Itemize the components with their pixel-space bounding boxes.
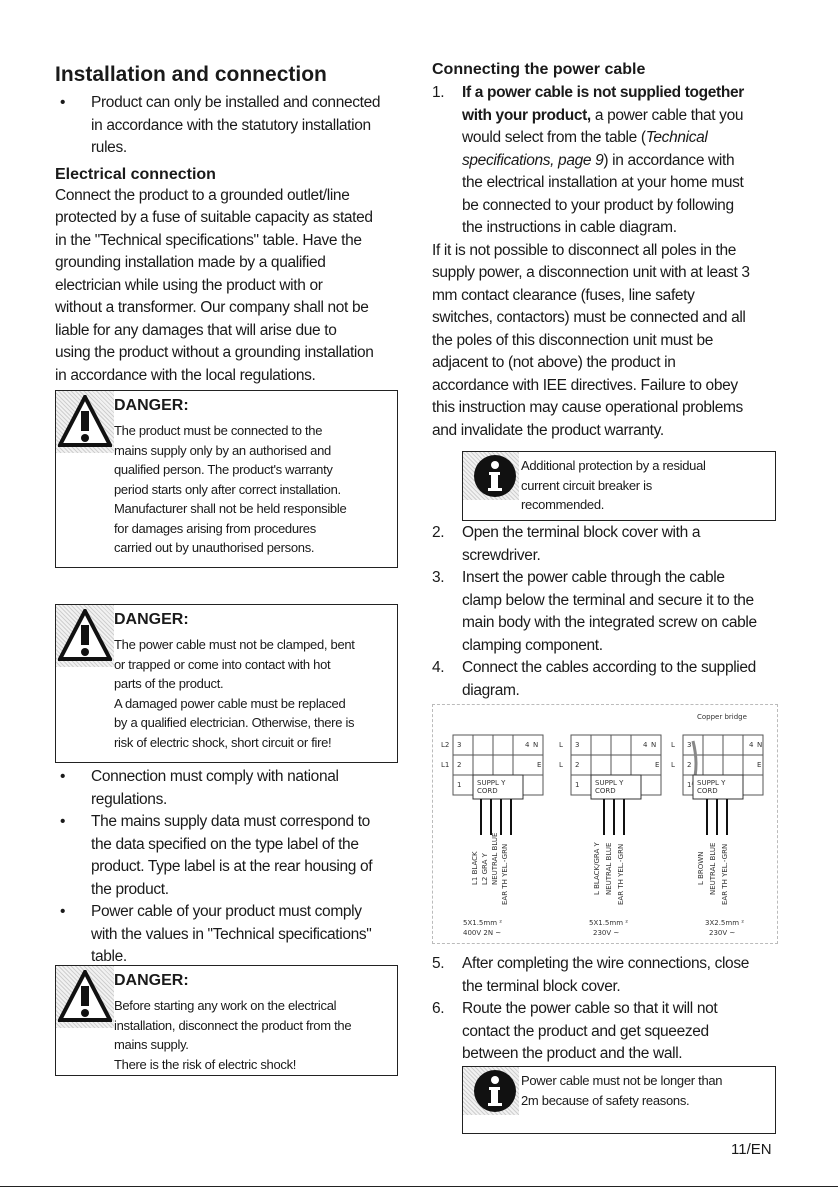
svg-text:L BROWN: L BROWN <box>697 851 705 885</box>
svg-text:EAR TH YEL.-GRN: EAR TH YEL.-GRN <box>721 843 729 905</box>
svg-text:1: 1 <box>687 781 692 789</box>
warning-icon <box>56 966 114 1028</box>
warning-icon <box>56 605 114 667</box>
danger-text: The product must be connected to the mains supply only by an authorised and qualified person. The product's warranty period starts only after correct installation. Manufacturer shall not be held responsible for damages arising from procedures carried out by unauthorised persons. <box>114 423 347 555</box>
svg-text:230V ~: 230V ~ <box>593 929 620 937</box>
electrical-paragraph: Connect the product to a grounded outlet/line protected by a fuse of suitable capacity as stated in the "Technical specifications" table. Have the grounding installation made by a qualified electrician while using the product with or without a transformer. Our company shall not be liable for any damages that will arise due to using the product without a grounding installation in accordance with the local regulations. <box>55 186 374 384</box>
section-title: Installation and connection <box>55 63 327 86</box>
svg-text:5X1.5mm ²: 5X1.5mm ² <box>463 919 503 927</box>
left-column <box>55 62 400 387</box>
svg-text:EAR TH YEL.-GRN: EAR TH YEL.-GRN <box>617 843 625 905</box>
step-2: 2. Open the terminal block cover with a screwdriver. <box>432 524 701 564</box>
svg-text:5X1.5mm ²: 5X1.5mm ² <box>589 919 629 927</box>
svg-text:CORD: CORD <box>595 787 616 795</box>
svg-text:L1 BLACK: L1 BLACK <box>471 851 479 885</box>
svg-text:L1: L1 <box>441 761 450 769</box>
svg-text:1: 1 <box>575 781 580 789</box>
svg-text:CORD: CORD <box>697 787 718 795</box>
danger-text: The power cable must not be clamped, bent or trapped or come into contact with hot parts of the product. A damaged power cable must be replaced by a qualified electrician. Otherwise, there is risk of electric shock, short circuit or fire! <box>114 637 355 750</box>
svg-text:NEUTRAL BLUE: NEUTRAL BLUE <box>709 842 717 895</box>
svg-text:SUPPL Y: SUPPL Y <box>697 779 726 787</box>
bullet-national: • Connection must comply with national regulations. <box>60 768 339 808</box>
svg-text:E: E <box>655 761 660 769</box>
svg-text:2: 2 <box>457 761 462 769</box>
svg-text:4: 4 <box>749 741 754 749</box>
svg-text:4: 4 <box>525 741 530 749</box>
danger-text: Before starting any work on the electrical installation, disconnect the product from the mains supply. There is the risk of electric shock! <box>114 998 352 1072</box>
info-box-rcd <box>462 451 776 521</box>
info-icon <box>463 452 519 500</box>
svg-text:1: 1 <box>457 781 462 789</box>
svg-text:E: E <box>757 761 762 769</box>
svg-text:NEUTRAL BLUE: NEUTRAL BLUE <box>491 832 499 885</box>
terminal-block-230v-5x <box>559 735 661 937</box>
danger-title: DANGER: <box>114 611 189 628</box>
svg-text:L: L <box>671 761 675 769</box>
info-text: Additional protection by a residual current circuit breaker is recommended. <box>521 458 706 512</box>
terminal-block-230v-3x <box>671 713 763 937</box>
terminal-block-400v <box>441 735 543 937</box>
svg-text:2: 2 <box>575 761 580 769</box>
danger-title: DANGER: <box>114 972 189 989</box>
copper-bridge-label: Copper bridge <box>697 713 747 721</box>
svg-text:N: N <box>533 741 539 749</box>
svg-text:L BLACK/GRA Y: L BLACK/GRA Y <box>593 842 601 895</box>
info-box-cable-length <box>462 1066 776 1134</box>
danger-box-cable <box>55 604 398 763</box>
svg-text:L: L <box>559 741 563 749</box>
disconnection-paragraph: If it is not possible to disconnect all poles in the supply power, a disconnection unit with at least 3 mm contact clearance (fuses, line safety switches, contactors) must be connected and all the poles of this disconnection unit must be adjacent to (not above) the product in accordance with IEE directives. Failure to obey this instruction may cause operational problems and invalidate the product warranty. <box>432 241 750 439</box>
svg-text:3: 3 <box>687 741 692 749</box>
step-1: 1. If a power cable is not supplied together with your product, a power cable that you would select from the table (Technical specifications, page 9) in accordance with the electrical installation at your home must be connected to your product by following the instructions in cable diagram. <box>432 84 744 236</box>
info-text: Power cable must not be longer than 2m because of safety reasons. <box>521 1073 723 1108</box>
svg-text:SUPPL Y: SUPPL Y <box>595 779 624 787</box>
svg-text:2: 2 <box>687 761 692 769</box>
supply-cord-label: CORD <box>477 787 498 795</box>
svg-text:EAR TH YEL.-GRN: EAR TH YEL.-GRN <box>501 843 509 905</box>
svg-text:3X2.5mm ²: 3X2.5mm ² <box>705 919 745 927</box>
svg-text:230V ~: 230V ~ <box>709 929 736 937</box>
svg-text:NEUTRAL BLUE: NEUTRAL BLUE <box>605 842 613 895</box>
electrical-heading: Electrical connection <box>55 165 216 183</box>
step-4: 4. Connect the cables according to the supplied diagram. <box>432 659 756 699</box>
info-icon <box>463 1067 519 1115</box>
wiring-diagram <box>432 704 778 944</box>
svg-text:400V 2N ~: 400V 2N ~ <box>463 929 502 937</box>
svg-text:L: L <box>671 741 675 749</box>
svg-text:3: 3 <box>575 741 580 749</box>
warning-icon <box>56 391 114 453</box>
step-6: 6. Route the power cable so that it will not contact the product and get squeezed between the product and the wall. <box>432 1000 718 1062</box>
right-column <box>432 60 782 442</box>
step-5: 5. After completing the wire connections, close the terminal block cover. <box>432 955 750 995</box>
bullet-power-cable: • Power cable of your product must comply with the values in "Technical specifications" table. <box>60 903 372 965</box>
svg-text:L: L <box>559 761 563 769</box>
svg-text:4: 4 <box>643 741 648 749</box>
svg-text:L2 GRA Y: L2 GRA Y <box>481 853 489 885</box>
cable-heading: Connecting the power cable <box>432 61 646 78</box>
svg-text:N: N <box>757 741 763 749</box>
step-3: 3. Insert the power cable through the cable clamp below the terminal and secure it to the main body with the integrated screw on cable clamping component. <box>432 569 757 654</box>
steps-5-6 <box>432 953 784 1066</box>
footer-rule <box>0 1186 838 1187</box>
svg-text:E: E <box>537 761 542 769</box>
wiring-diagram-svg <box>433 705 777 943</box>
danger-box-connection <box>55 390 398 568</box>
supply-cord-label: SUPPL Y <box>477 779 506 787</box>
svg-text:N: N <box>651 741 657 749</box>
svg-text:3: 3 <box>457 741 462 749</box>
steps-2-4 <box>432 522 784 702</box>
bullet-statutory: • Product can only be installed and connected in accordance with the statutory installation rules. <box>60 94 381 156</box>
svg-text:L2: L2 <box>441 741 450 749</box>
bullet-mains-supply: • The mains supply data must correspond to the data specified on the type label of the product. Type label is at the rear housing of the product. <box>60 813 373 898</box>
danger-title: DANGER: <box>114 397 189 414</box>
page-number: 11/EN <box>731 1141 772 1158</box>
bullet-list <box>55 766 400 969</box>
danger-box-disconnect <box>55 965 398 1076</box>
